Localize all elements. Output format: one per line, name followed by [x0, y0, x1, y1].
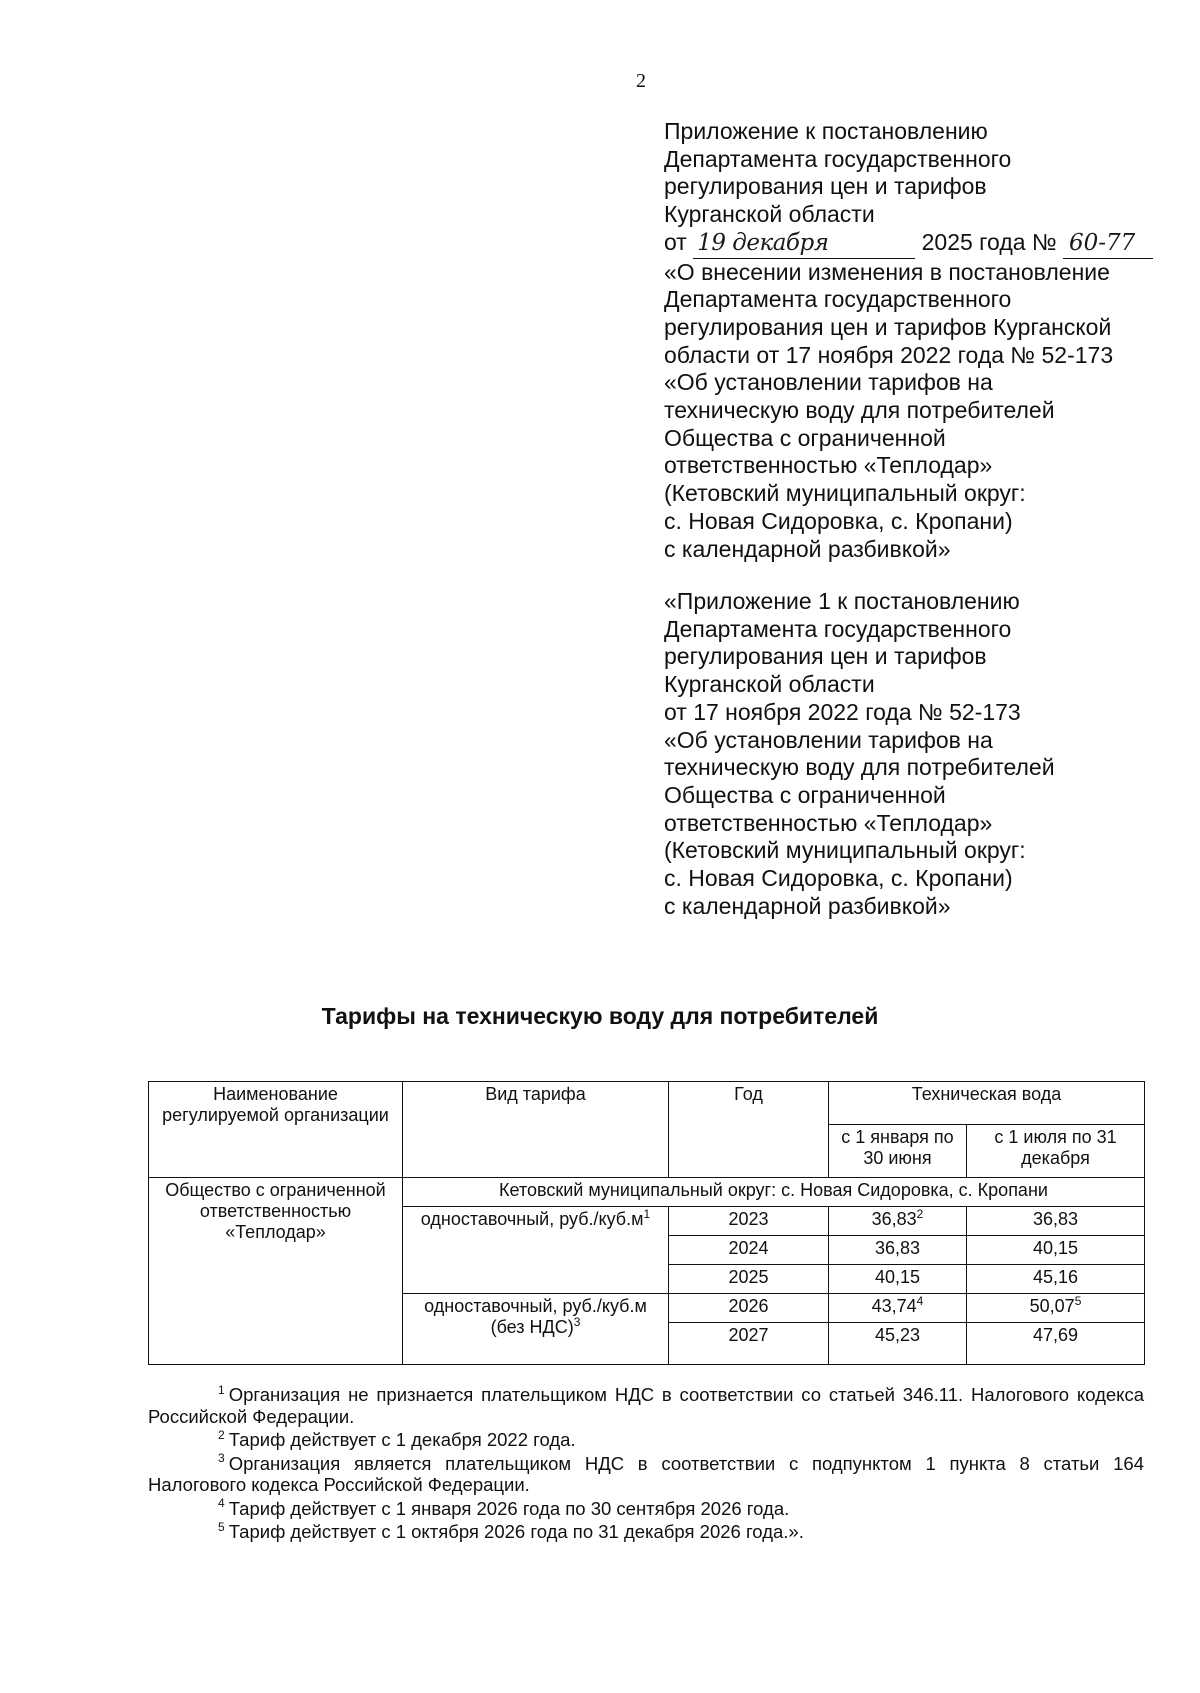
value-cell — [829, 1294, 967, 1323]
year-cell: 2024 — [669, 1236, 829, 1265]
value: 36,83 — [871, 1209, 917, 1229]
footnote-ref: 5 — [1074, 1294, 1082, 1308]
footnote — [148, 1453, 1144, 1496]
footnote-number: 2 — [218, 1427, 225, 1442]
year-cell: 2027 — [669, 1323, 829, 1365]
footnote-number: 1 — [218, 1382, 225, 1397]
tariff-table — [148, 1081, 1145, 1365]
value-cell: 47,69 — [967, 1323, 1145, 1365]
value: 43,74 — [871, 1296, 917, 1316]
annex1-header: «Приложение 1 к постановлению Департамента государственного регулирования цен и тарифов Курганской области от 17 ноября 2022 года № 52-173 «Об установлении тарифов на техническую воду для потребителей Общества с ограниченной ответственностью «Теплодар» (Кетовский муниципальный округ: с. Новая Сидоровка, с. Кропани) с календарной разбивкой» — [664, 588, 1055, 919]
order-line — [664, 229, 1153, 255]
footnote-ref: 1 — [643, 1207, 651, 1221]
footnote-ref: 2 — [916, 1207, 924, 1221]
annex-header — [664, 118, 1184, 563]
district-cell: Кетовский муниципальный округ: с. Новая Сидоровка, с. Кропани — [403, 1178, 1145, 1207]
header-tariff-type: Вид тарифа — [403, 1082, 669, 1178]
footnote — [148, 1429, 1144, 1451]
order-year: 2025 года № — [921, 228, 1057, 255]
value-cell — [829, 1207, 967, 1236]
page-number: 2 — [636, 70, 646, 92]
tariff-type-label: одноставочный, руб./куб.м (без НДС) — [424, 1296, 647, 1337]
year-cell: 2026 — [669, 1294, 829, 1323]
header-year: Год — [669, 1082, 829, 1178]
handwritten-date: 19 декабря — [693, 230, 915, 259]
order-prefix: от — [664, 228, 687, 255]
tariff-type-cell — [403, 1207, 669, 1294]
value-cell: 36,83 — [829, 1236, 967, 1265]
year-cell: 2025 — [669, 1265, 829, 1294]
year-cell: 2023 — [669, 1207, 829, 1236]
table-title: Тарифы на техническую воду для потребителей — [321, 1003, 879, 1029]
tariff-type-cell — [403, 1294, 669, 1365]
footnote-text: Тариф действует с 1 декабря 2022 года. — [228, 1429, 576, 1450]
value: 50,07 — [1029, 1296, 1075, 1316]
annex-text: Приложение к постановлению Департамента государственного регулирования цен и тарифов Курганской области — [664, 118, 1012, 228]
footnote-text: Организация является плательщиком НДС в соответствии с подпунктом 1 пункта 8 статьи 164 Налогового кодекса Российской Федерации. — [148, 1452, 1144, 1495]
value-cell: 40,15 — [829, 1265, 967, 1294]
value-cell: 36,83 — [967, 1207, 1145, 1236]
header-period2: с 1 июля по 31 декабря — [967, 1125, 1145, 1178]
value-cell: 45,16 — [967, 1265, 1145, 1294]
header-water: Техническая вода — [829, 1082, 1145, 1125]
footnote-number: 5 — [218, 1519, 225, 1534]
footnote-number: 4 — [218, 1496, 225, 1511]
footnote-text: Тариф действует с 1 января 2026 года по 30 сентября 2026 года. — [228, 1497, 790, 1519]
header-row — [149, 1082, 1145, 1125]
footnote — [148, 1384, 1144, 1427]
footnotes — [148, 1384, 1144, 1545]
header-org: Наименование регулируемой организации — [149, 1082, 403, 1178]
footnote-number: 3 — [218, 1451, 225, 1466]
footnote — [148, 1498, 1144, 1520]
header-period1: с 1 января по 30 июня — [829, 1125, 967, 1178]
footnote-text: Тариф действует с 1 октября 2026 года по 31 декабря 2026 года.». — [228, 1521, 804, 1542]
value-cell: 45,23 — [829, 1323, 967, 1365]
table-row — [149, 1178, 1145, 1207]
organization-cell: Общество с ограниченной ответственностью «Теплодар» — [149, 1178, 403, 1365]
handwritten-number: 60-77 — [1063, 230, 1153, 259]
footnote-ref: 3 — [573, 1315, 581, 1329]
annex-subject: «О внесении изменения в постановление Департамента государственного регулирования цен и тарифов Курганской области от 17 ноября 2022 года № 52-173 «Об установлении тарифов на техническую воду для потребителей Общества с ограниченной ответственностью «Теплодар» (Кетовский муниципальный округ: с. Новая Сидоровка, с. Кропани) с календарной разбивкой» — [664, 258, 1114, 562]
value-cell: 40,15 — [967, 1236, 1145, 1265]
tariff-type-label: одноставочный, руб./куб.м — [420, 1209, 644, 1229]
footnote-text: Организация не признается плательщиком НДС в соответствии со статьей 346.11. Налогового кодекса Российской Федерации. — [148, 1384, 1144, 1427]
footnote-ref: 4 — [916, 1294, 924, 1308]
value-cell — [967, 1294, 1145, 1323]
footnote — [148, 1521, 1144, 1543]
